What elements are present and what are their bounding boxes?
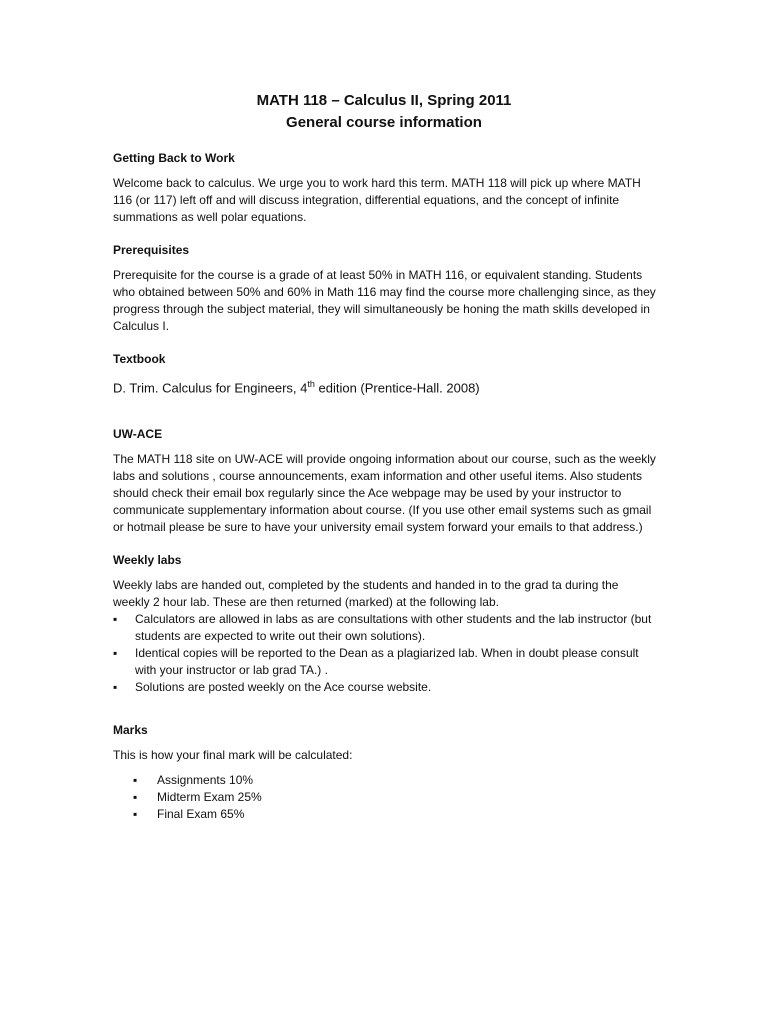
- list-item-text: Midterm Exam 25%: [157, 790, 262, 805]
- heading-prerequisites: Prerequisites: [113, 243, 190, 257]
- list-item-text: Final Exam 65%: [157, 807, 245, 822]
- list-item: [113, 806, 658, 823]
- list-item: [113, 772, 658, 789]
- paragraph-weekly-labs: Weekly labs are handed out, completed by the students and handed in to the grad ta during the weekly 2 hour lab. These are then returned (marked) at the following lab.: [113, 578, 619, 610]
- bullet-icon: ▪: [133, 790, 138, 805]
- document-body: [113, 150, 658, 823]
- heading-textbook: Textbook: [113, 352, 166, 366]
- bullet-icon: ▪: [113, 612, 118, 627]
- textbook-citation: [113, 376, 658, 396]
- heading-weekly-labs: Weekly labs: [113, 553, 182, 568]
- document-title-block: [0, 90, 768, 134]
- bullet-icon: ▪: [133, 773, 138, 788]
- list-item: [113, 789, 658, 806]
- weekly-labs-list: [113, 611, 658, 696]
- list-item-text: Calculators are allowed in labs as are consultations with other students and the lab instructor (but students are expected to write out their own solutions).: [135, 612, 652, 644]
- list-item-text: Solutions are posted weekly on the Ace course website.: [135, 680, 432, 695]
- list-item: [113, 679, 658, 696]
- textbook-text-after: edition (Prentice-Hall. 2008): [314, 380, 480, 396]
- textbook-text-before: D. Trim. Calculus for Engineers, 4: [113, 380, 308, 396]
- bullet-icon: ▪: [113, 646, 118, 661]
- document-title: MATH 118 – Calculus II, Spring 2011: [256, 92, 512, 109]
- list-item-text: Identical copies will be reported to the Dean as a plagiarized lab. When in doubt please consult with your instructor or lab grad TA.) .: [135, 646, 639, 678]
- paragraph-prerequisites: Prerequisite for the course is a grade of at least 50% in MATH 116, or equivalent standing. Students who obtained between 50% and 60% in Math 116 may find the course more challenging since, as they progress through the subject material, they will simultaneously be honing the math skills developed in Calculus I.: [113, 268, 656, 333]
- paragraph-getting-back: Welcome back to calculus. We urge you to work hard this term. MATH 118 will pick up where MATH 116 (or 117) left off and will discuss integration, differential equations, and the concept of infinite summations as well polar equations.: [113, 176, 641, 224]
- textbook-superscript: th: [307, 379, 315, 389]
- paragraph-marks-intro: This is how your final mark will be calculated:: [113, 748, 353, 763]
- document-subtitle: General course information: [286, 114, 482, 131]
- list-item: [113, 645, 658, 679]
- bullet-icon: ▪: [113, 680, 118, 695]
- bullet-icon: ▪: [133, 807, 138, 822]
- paragraph-uwace: The MATH 118 site on UW-ACE will provide ongoing information about our course, such as the weekly labs and solutions , course announcements, exam information and other useful items. Also students should check their email box regularly since the Ace webpage may be used by your instructor to communicate supplementary information about course. (If you use other email systems such as gmail or hotmail please be sure to have your university email system forward your emails to that address.): [113, 452, 656, 535]
- marks-list: [113, 772, 658, 823]
- heading-marks: Marks: [113, 723, 148, 738]
- list-item-text: Assignments 10%: [157, 773, 254, 788]
- list-item: [113, 611, 658, 645]
- heading-uwace: UW-ACE: [113, 427, 163, 442]
- heading-getting-back: Getting Back to Work: [113, 151, 235, 165]
